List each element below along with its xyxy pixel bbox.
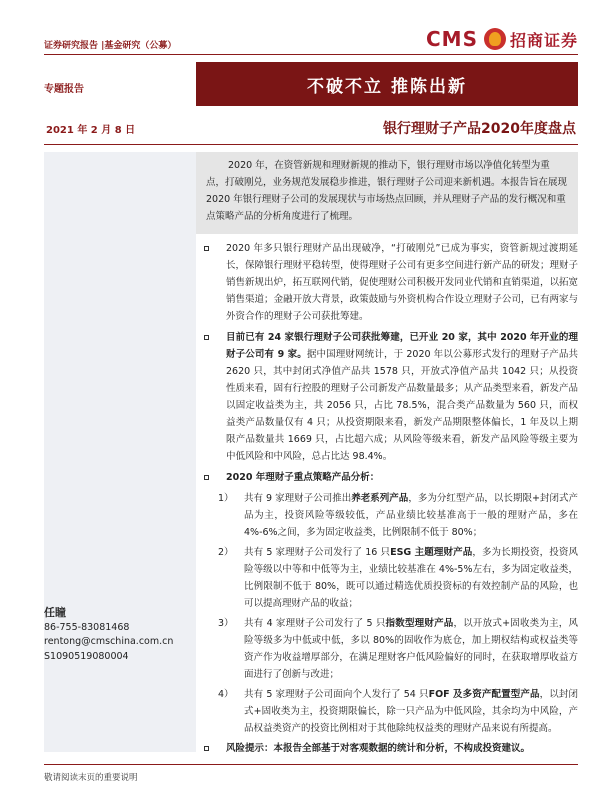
bullet-1-text: 2020 年多只银行理财产品出现破净，“打破刚兑”已成为事实，资管新规过渡期延长，保障银行理财平稳转型，使得理财子公司有更多空间进行新产品的研发；理财子销售新规出炉，拓互联网代销，促使理财公司积极开发同业代销和直销渠道，以拓宽销售渠道；金融开放大背景，政策鼓励与外资机构合作设立理财子公司，已有两家与外资合作的理财子公司获批筹建。: [226, 243, 578, 322]
sub-item: [204, 615, 578, 683]
sub-item-text: 共有 5 家理财子公司面向个人发行了 54 只: [244, 689, 429, 700]
sub-item-text: ，以封闭式+固收类为主，投资期限偏长，除一只产品为中低风险，其余均为中风险，产品权益类资产的投资比例相对于其他除纯权益类的理财产品来说有所提高。: [244, 689, 578, 734]
sub-item-text: ，以开放式+固收类为主，风险等级多为中低或中低，多以 80%的固收作为底仓，加上期权结构或权益类等资产作为收益增厚部分，在满足理财客户低风险偏好的同时，在获取增厚收益方面进行了创新与改进；: [244, 618, 578, 680]
date-row: [44, 114, 578, 142]
title-bar: [196, 62, 578, 106]
summary-box: 2020 年，在资管新规和理财新规的推动下，银行理财市场以净值化转型为重点，打破刚兑，业务规范发展稳步推进，银行理财子公司迎来新机遇。本报告旨在展现 2020 年银行理财子公司的发展现状与市场热点回顾，并从理财子产品的发行概况和重点策略产品的分析角度进行了梳理。: [196, 152, 578, 234]
bullet-square-icon: [204, 746, 209, 751]
footer-divider: [44, 764, 578, 765]
risk-warning-text: 风险提示：本报告全部基于对客观数据的统计和分析，不构成投资建议。: [226, 743, 531, 754]
sub-item-key: ESG 主题理财产品: [390, 547, 473, 558]
sub-item-text: 共有 5 家理财子公司发行了 16 只: [244, 547, 391, 558]
author-name: 任瞳: [44, 606, 66, 619]
cms-logo: [426, 24, 578, 54]
bullet-3-label: 2020 年理财子重点策略产品分析：: [226, 472, 380, 483]
bullet-square-icon: [204, 335, 209, 340]
bullet-2-bold: 目前已有 24 家银行理财子公司获批筹建，已开业 20 家，其中 2020 年开业的理财子公司有 9 家。: [226, 332, 578, 360]
sub-item-text: 共有 4 家理财子公司发行了 5 只: [244, 618, 386, 629]
sub-item-text: ，多为长期投资，投资风险等级以中等和中低等为主，业绩比较基准在 4%-5%左右，多为固定收益类，比例限制不低于 80%，既可以通过精选优质投资标的有效控制产品的风险，也可以提高理财产品的收益；: [244, 547, 578, 609]
sub-item: [204, 544, 578, 612]
logo-cn-text: 招商证券: [509, 30, 578, 50]
author-cert: S1090519080004: [44, 650, 129, 662]
bullet-square-icon: [204, 475, 209, 480]
sub-item: [204, 490, 578, 541]
sub-item: [204, 686, 578, 737]
sub-item-key: 指数型理财产品: [385, 618, 454, 629]
author-email: rentong@cmschina.com.cn: [44, 636, 174, 647]
bullet-square-icon: [204, 246, 209, 251]
main-title: 不破不立 推陈出新: [307, 76, 467, 97]
header-department: 证券研究报告 |基金研究（公募）: [44, 41, 177, 51]
header-divider: [44, 54, 578, 55]
sub-item-number: 3）: [218, 618, 234, 629]
author-block: [44, 606, 196, 664]
logo-cms-text: CMS: [426, 27, 478, 51]
sub-item-number: 2）: [218, 547, 234, 558]
sub-item-text: ，多为分红型产品，以长期限+封闭式产品为主，投资风险等级较低，产品业绩比较基准高于一般的理财产品，多在 4%-6%之间，多为固定收益类，比例限制不低于 80%；: [244, 493, 578, 538]
bullet-1: [204, 240, 578, 325]
content: [204, 240, 578, 761]
date-divider: [44, 144, 578, 145]
sub-item-key: FOF 及多资产配置型产品: [428, 689, 540, 700]
cms-logo-icon: [484, 28, 506, 50]
author-phone: 86-755-83081468: [44, 621, 130, 633]
report-date: 2021 年 2 月 8 日: [46, 124, 136, 136]
sub-item-number: 4）: [218, 689, 234, 700]
report-type: 专题报告: [44, 84, 84, 95]
risk-warning: [204, 740, 578, 757]
bullet-2: [204, 329, 578, 465]
bullet-3: [204, 469, 578, 486]
sub-item-number: 1）: [218, 493, 234, 504]
footer-note: 敬请阅读末页的重要说明: [44, 773, 138, 783]
report-subtitle: 银行理财子产品2020年度盘点: [383, 121, 576, 137]
bullet-2-text: 据中国理财网统计，于 2020 年以公募形式发行的理财子产品共 2620 只，其中封闭式净值产品共 1578 只，开放式净值产品共 1042 只；从投资性质来看，固有行控股的理财子公司新发产品数量最多；从产品类型来看，新发产品以固定收益类为主，共 2056 只，占比 78.5%，混合类产品数量为 560 只，而权益类产品数量仅有 4 只；从投资期限来看，新发产品期限整体偏长，1 年及以上期限产品数量共 1669 只，占比超六成；从风险等级来看，新发产品风险等级主要为中低风险和中风险，总占比达 98.4%。: [226, 349, 579, 462]
sub-item-key: 养老系列产品: [351, 493, 409, 504]
sub-item-text: 共有 9 家理财子公司推出: [244, 493, 352, 504]
